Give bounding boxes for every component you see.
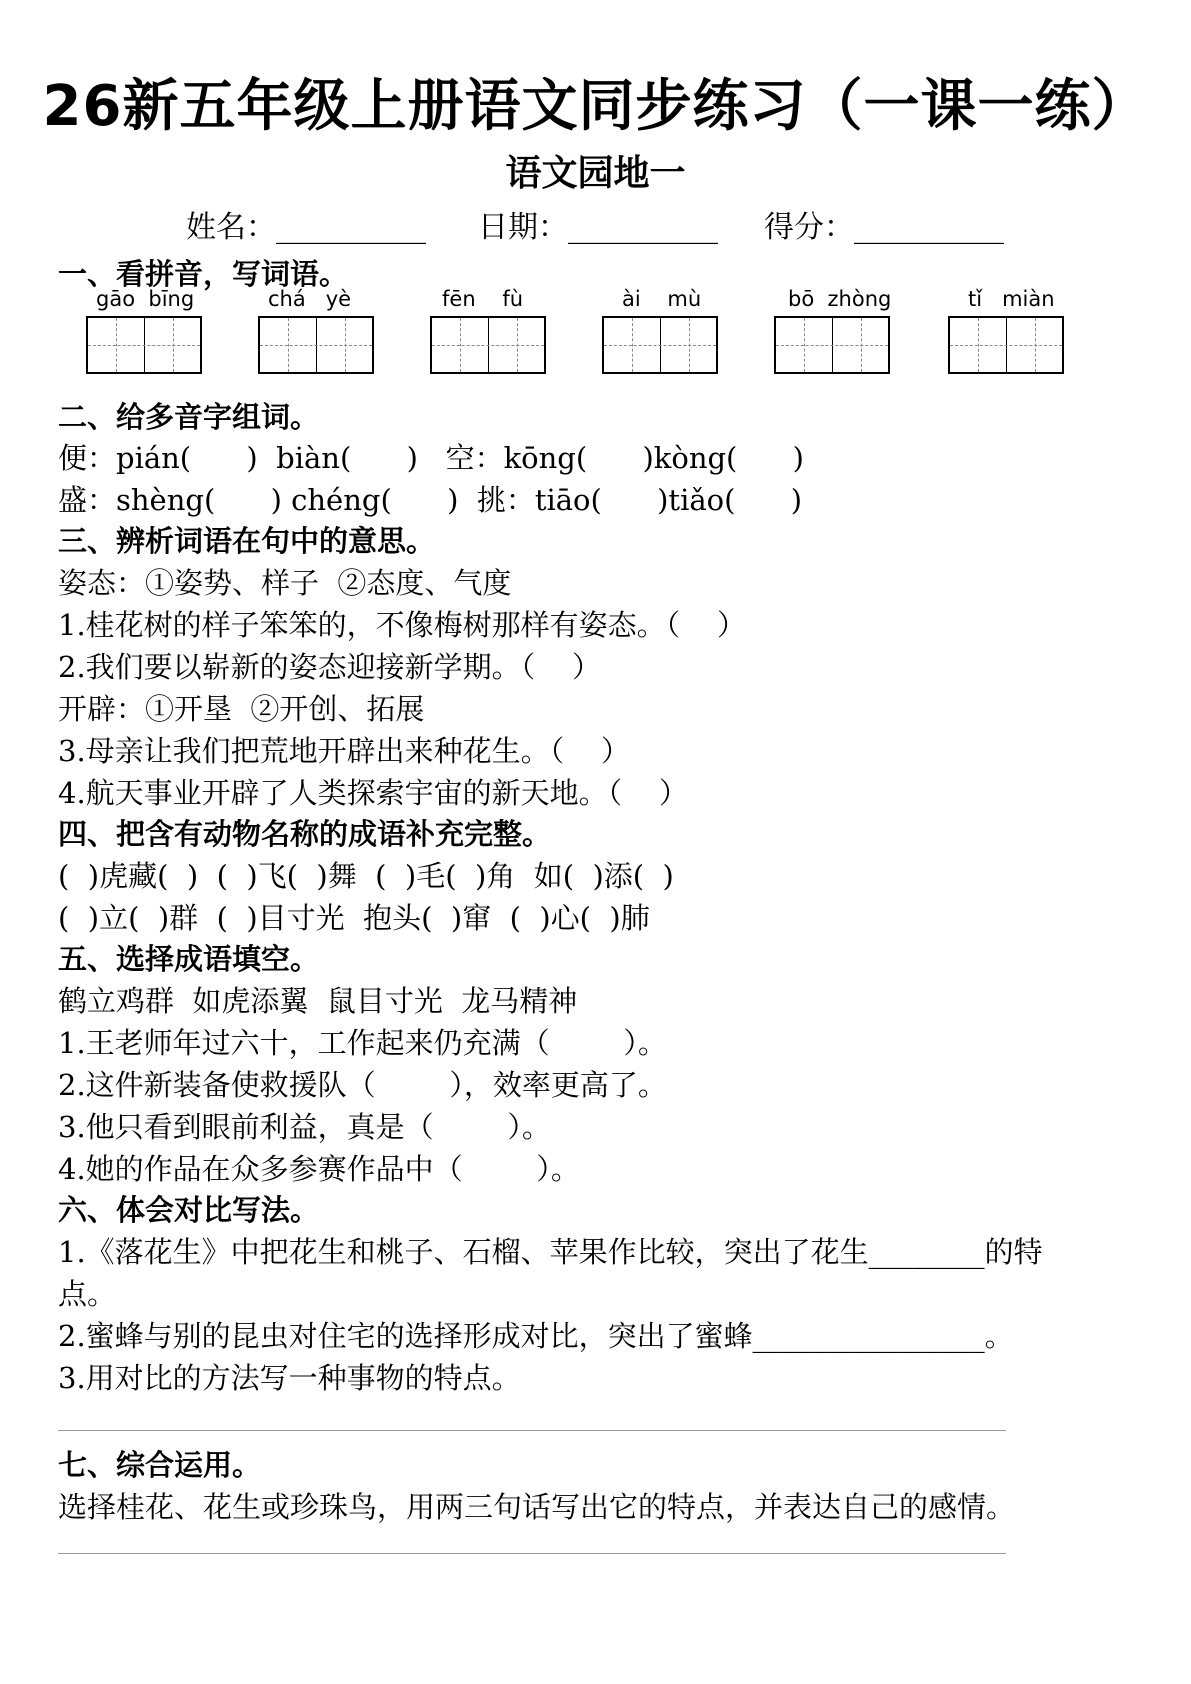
section-3-heading: 三、辨析词语在句中的意思。	[58, 524, 436, 558]
definition-line: 姿态：①姿势、样子 ②态度、气度	[58, 566, 512, 600]
question-line: 1.桂花树的样子笨笨的，不像梅树那样有姿态。（ ）	[58, 608, 747, 642]
section-6-heading: 六、体会对比写法。	[58, 1193, 320, 1227]
question-line: 2.这件新装备使救援队（ ），效率更高了。	[58, 1068, 667, 1102]
question-line: 2.蜜蜂与别的昆虫对住宅的选择形成对比，突出了蜜蜂________________。	[58, 1319, 1014, 1353]
word-bank: 鹤立鸡群 如虎添翼 鼠目寸光 龙马精神	[58, 984, 578, 1018]
writing-grid[interactable]	[602, 316, 718, 374]
definition-line: 开辟：①开垦 ②开创、拓展	[58, 692, 425, 726]
question-line: 4.航天事业开辟了人类探索宇宙的新天地。（ ）	[58, 776, 689, 810]
section-4-heading: 四、把含有动物名称的成语补充完整。	[58, 817, 552, 851]
lesson-subtitle: 语文园地一	[505, 153, 686, 194]
answer-line[interactable]	[58, 1553, 1006, 1554]
score-field[interactable]: 得分：__________	[764, 210, 1004, 245]
pinyin-label: chá yè	[268, 287, 352, 311]
pinyin-label: tǐ miàn	[968, 287, 1055, 311]
section-7-heading: 七、综合运用。	[58, 1448, 262, 1482]
worksheet-title: 26新五年级上册语文同步练习（一课一练）	[42, 74, 1149, 139]
question-line: 1.王老师年过六十，工作起来仍充满（ ）。	[58, 1026, 667, 1060]
question-line: 3.母亲让我们把荒地开辟出来种花生。（ ）	[58, 734, 631, 768]
writing-grid[interactable]	[258, 316, 374, 374]
writing-grid[interactable]	[430, 316, 546, 374]
date-field[interactable]: 日期：__________	[478, 210, 718, 245]
writing-grid[interactable]	[86, 316, 202, 374]
pinyin-label: gāo bīng	[96, 287, 195, 311]
question-line: 4.她的作品在众多参赛作品中（ ）。	[58, 1152, 580, 1186]
polyphone-line: 便：pián( ) biàn( ) 空：kōng( )kòng( )	[58, 441, 804, 475]
question-line: 选择桂花、花生或珍珠鸟，用两三句话写出它的特点，并表达自己的感情。	[58, 1490, 1016, 1524]
writing-grid[interactable]	[948, 316, 1064, 374]
idiom-line: ( )虎藏( ) ( )飞( )舞 ( )毛( )角 如( )添( )	[58, 859, 674, 893]
question-line: 点。	[58, 1277, 117, 1311]
name-field[interactable]: 姓名：__________	[186, 210, 426, 245]
question-line: 3.用对比的方法写一种事物的特点。	[58, 1361, 521, 1395]
question-line: 3.他只看到眼前利益，真是（ ）。	[58, 1110, 551, 1144]
idiom-line: ( )立( )群 ( )目寸光 抱头( )窜 ( )心( )肺	[58, 901, 650, 935]
writing-grid[interactable]	[774, 316, 890, 374]
pinyin-label: fēn fù	[442, 287, 524, 311]
section-2-heading: 二、给多音字组词。	[58, 400, 320, 434]
pinyin-label: ài mù	[622, 287, 702, 311]
polyphone-line: 盛：shèng( ) chéng( ) 挑：tiāo( )tiǎo( )	[58, 483, 803, 517]
question-line: 2.我们要以崭新的姿态迎接新学期。（ ）	[58, 650, 602, 684]
question-line: 1.《落花生》中把花生和桃子、石榴、苹果作比较，突出了花生________的特	[58, 1235, 1043, 1269]
section-1-heading: 一、看拼音，写词语。	[58, 257, 349, 291]
section-5-heading: 五、选择成语填空。	[58, 942, 320, 976]
pinyin-label: bō zhòng	[788, 287, 892, 311]
answer-line[interactable]	[58, 1430, 1006, 1431]
